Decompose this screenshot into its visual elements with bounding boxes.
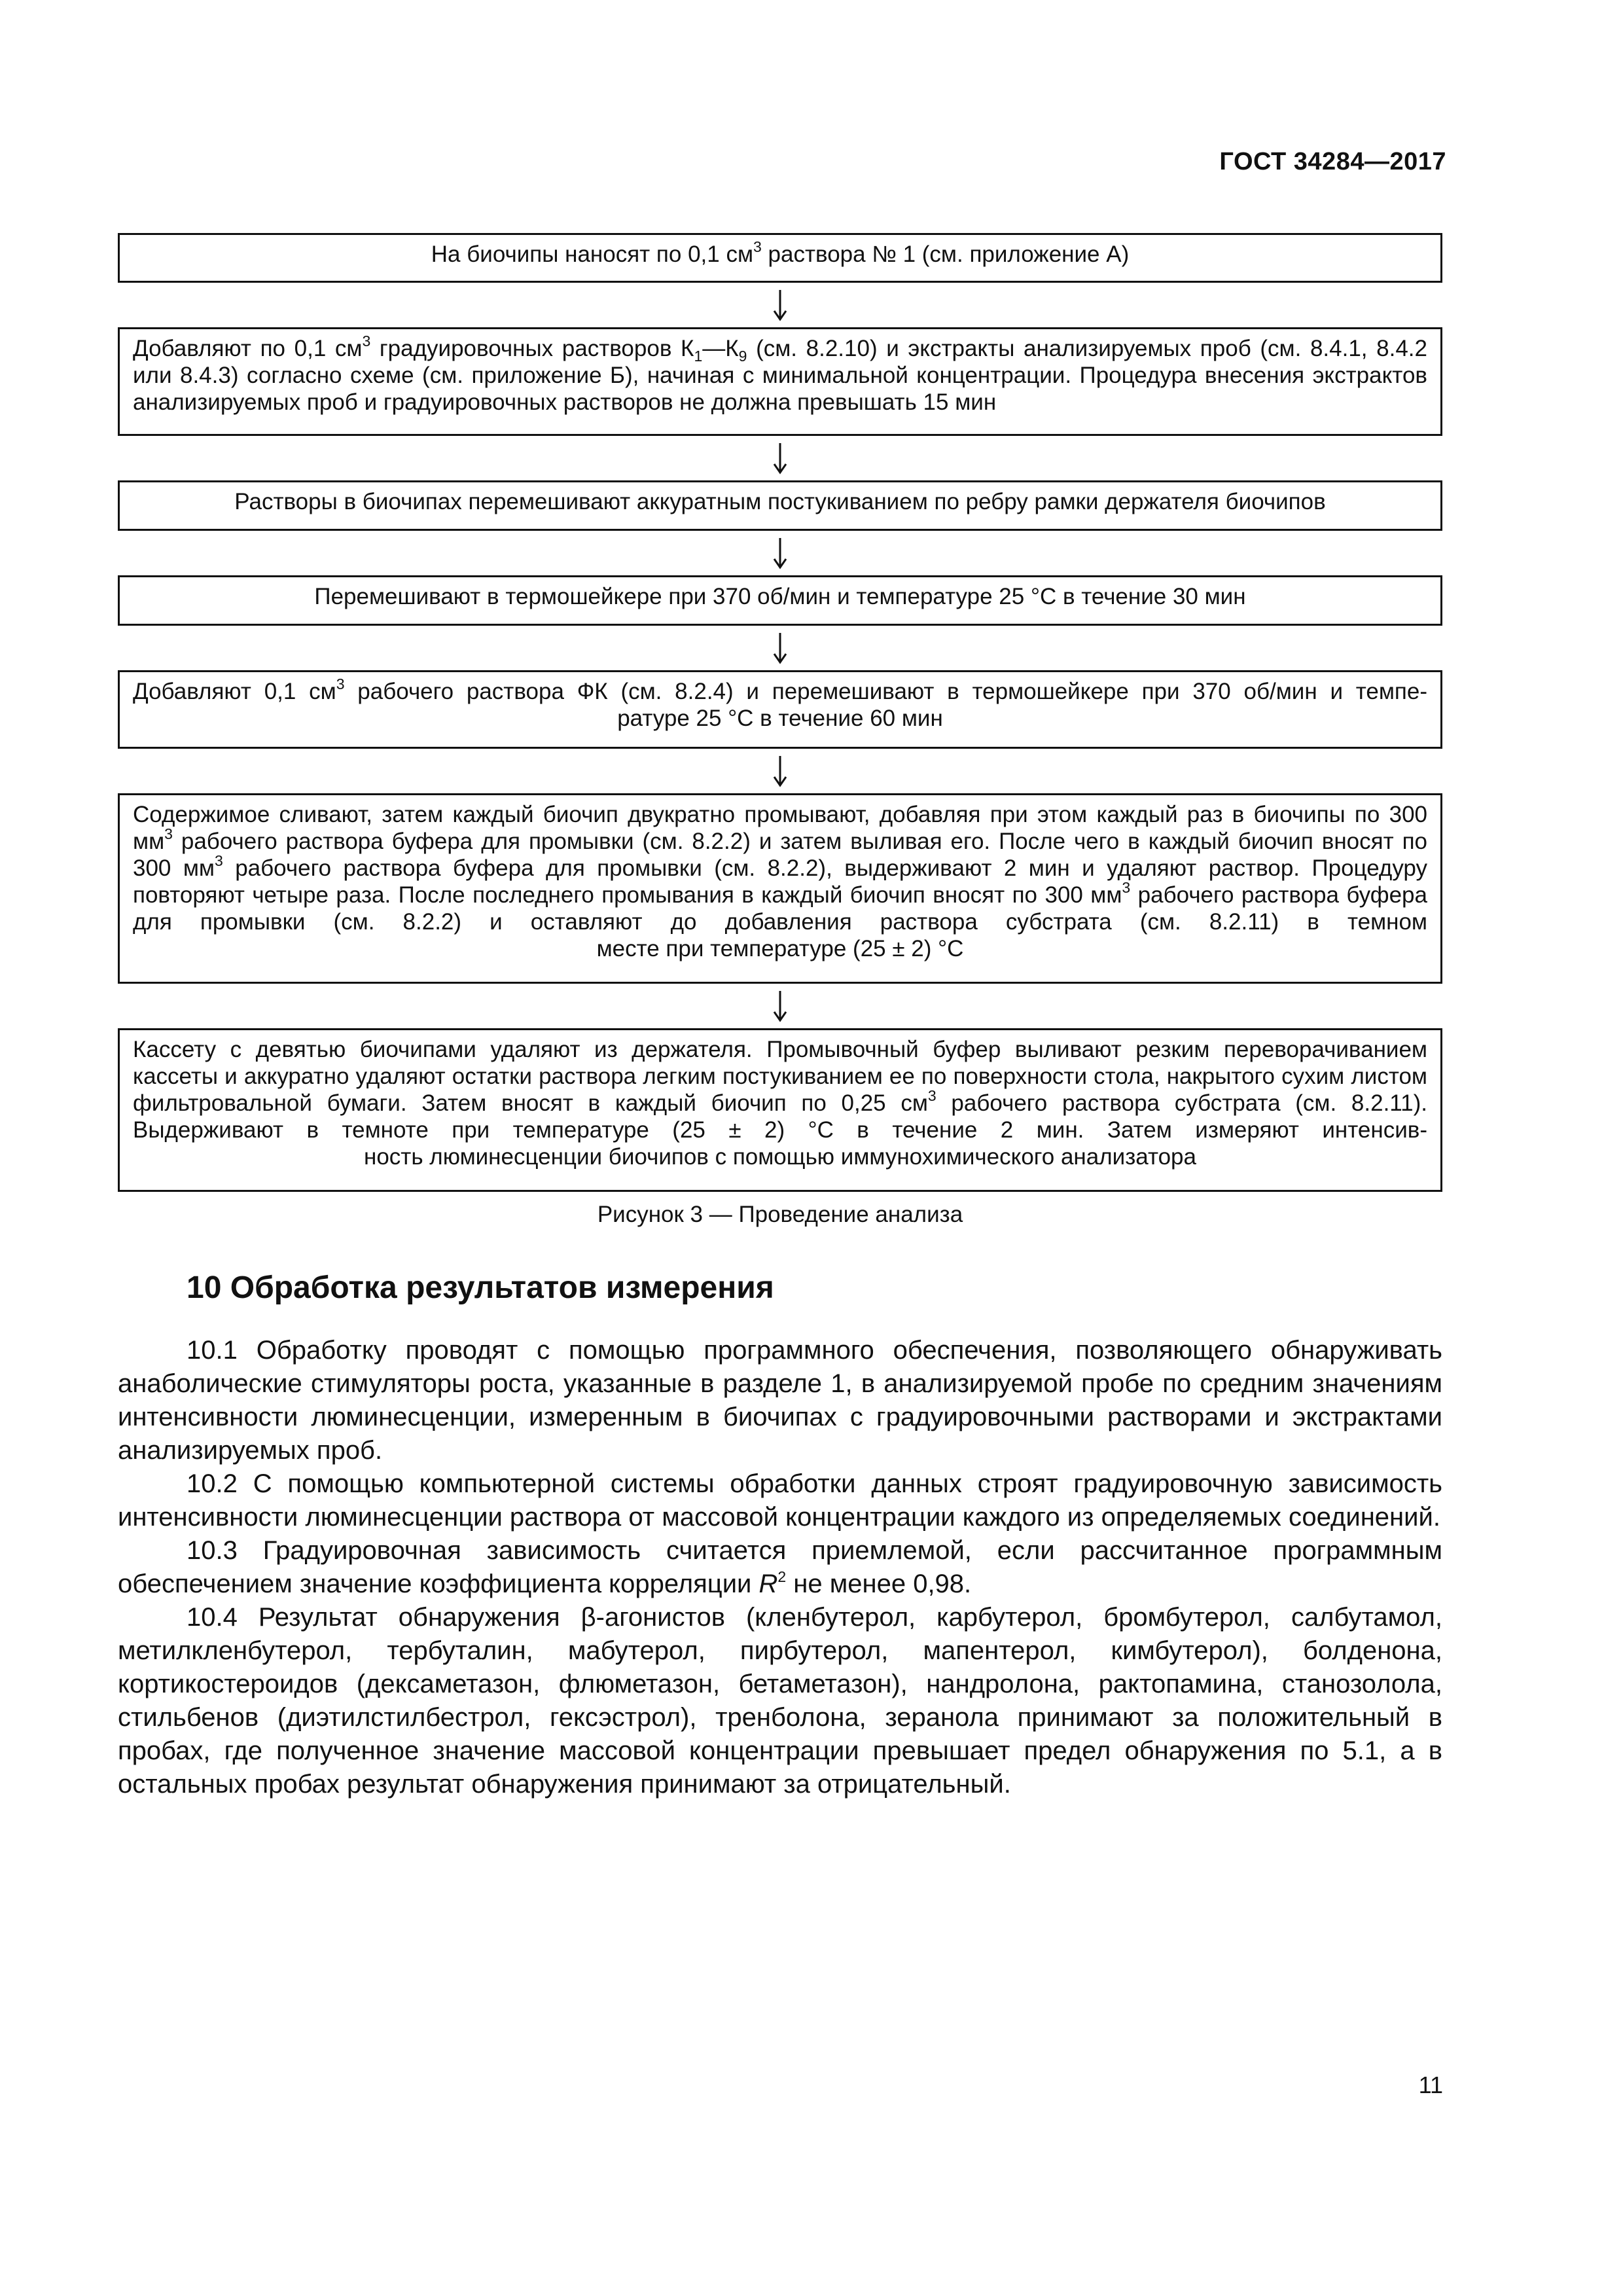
flow-step-3: Растворы в биочипах перемешивают аккуратным постукиванием по ребру рамки держателя биочипов (118, 480, 1442, 531)
flow-step-4: Перемешивают в термошейкере при 370 об/мин и температуре 25 °С в течение 30 мин (118, 575, 1442, 626)
step7-text-a: Кассету с девятью биочипами удаляют из держателя. Промывочный буфер выливают резким переворачиванием кассеты и аккуратно удаляют остатки раствора легким постукиванием ее по поверхности стола, накрытого сухим листом фильтровальной бумаги. Затем вносят в каждый биочип по 0,25 см (133, 1037, 1427, 1116)
paragraph-10-2: 10.2 С помощью компьютерной системы обработки данных строят градуировочную зависимость интенсивности люминесценции раствора от массовой концентрации каждого из определяемых соединений. (118, 1469, 1442, 1532)
flow-arrow-1 (118, 283, 1442, 327)
step6-text-c: рабочего раствора буфера для промывки (см. 8.2.2), выдерживают 2 мин и удаляют раствор. Процедуру повторяют четыре раза. После последнего промывания в каждый биочип вносят по 300 мм (133, 855, 1427, 908)
flow-arrow-3 (118, 531, 1442, 575)
page-number: 11 (1418, 2072, 1443, 2098)
document-header: ГОСТ 34284—2017 (1219, 148, 1446, 175)
step6-sup-2: 3 (214, 852, 223, 870)
flow-step-1 (118, 233, 1442, 283)
step6-body (133, 801, 1427, 935)
step7-sup: 3 (927, 1087, 936, 1105)
step1-text-a: На биочипы наносят по 0,1 см (431, 242, 754, 267)
step2-sub-1: 1 (694, 348, 703, 365)
step5-text-c: ратуре 25 °С в течение 60 мин (617, 706, 943, 731)
flow-step-2 (118, 327, 1442, 436)
step6-sup-3: 3 (1122, 879, 1131, 897)
paragraph-10-1: 10.1 Обработку проводят с помощью программного обеспечения, позволяющего обнаруживать анаболические стимуляторы роста, указанные в разделе 1, в анализируемой пробе по средним значениям интенсивности люминесценции, измеренным в биочипах с градуировочными растворами и экстрактами анализируемых проб. (118, 1336, 1442, 1465)
flow-step-7 (118, 1028, 1442, 1192)
paragraph-10-3 (118, 1534, 1442, 1601)
p3-text-a: 10.3 Градуировочная зависимость считается приемлемой, если рассчитанное программным обеспечением значение коэффициента корреляции (118, 1536, 1442, 1598)
section-title: 10 Обработка результатов измерения (187, 1270, 774, 1305)
step2-text-a: Добавляют по 0,1 см (133, 336, 363, 361)
step7-text-c: ность люминесценции биочипов с помощью иммунохимического анализатора (364, 1144, 1196, 1170)
flow-arrow-6 (118, 984, 1442, 1028)
flow-step-6 (118, 793, 1442, 984)
step2-sup: 3 (362, 332, 371, 350)
step6-text-b: рабочего раствора буфера для промывки (см. 8.2.2) и затем выливая его. После чего в каждый биочип вносят по 300 мм (133, 829, 1427, 881)
figure-caption: Рисунок 3 — Проведение анализа (597, 1202, 963, 1227)
step2-text-d: (см. 8.2.10) и экстракты анализируемых проб (см. 8.4.1, 8.4.2 или 8.4.3) согласно схеме (см. приложение Б), начиная с минимальной концентрации. Процедура внесения экстрактов анализируемых проб и градуировочных растворов не должна превышать 15 мин (133, 336, 1427, 415)
step7-body (133, 1036, 1427, 1143)
step5-line-1 (133, 675, 1427, 705)
paragraph-10-4: 10.4 Результат обнаружения β-агонистов (кленбутерол, карбутерол, бромбутерол, салбутамол, метилкленбутерол, тербуталин, мабутерол, пирбутерол, мапентерол, кимбутерол), болденона, кортикостероидов (дексаметазон, флюметазон, бетаметазон), нандролона, рактопамина, станозолола, стильбенов (диэтилстилбестрол, гексэстрол), тренболона, зеранола принимают за положительный в пробах, где полученное значение массовой концентрации превышает предел обнаружения по 5.1, а в остальных пробах результат обнаружения принимают за отрицательный. (118, 1603, 1442, 1799)
flow-step-5 (118, 670, 1442, 749)
r-symbol: R (758, 1570, 778, 1598)
step7-text-b: рабочего раствора субстрата (см. 8.2.11). Выдерживают в темноте при температуре (25 ± 2) °С в течение 2 мин. Затем измеряют интенсив- (133, 1090, 1428, 1143)
step5-text-a: Добавляют 0,1 см (133, 679, 336, 704)
section-body (118, 1334, 1442, 1801)
step6-sup-1: 3 (164, 825, 173, 843)
p3-sup: 2 (777, 1568, 787, 1585)
step5-sup: 3 (336, 675, 345, 693)
p3-text-b: не менее 0,98. (786, 1570, 972, 1598)
step6-text-e: месте при температуре (25 ± 2) °С (596, 936, 964, 961)
flow-arrow-2 (118, 436, 1442, 480)
step2-text-b: градуировочных растворов К (370, 336, 694, 361)
step5-text-b: рабочего раствора ФК (см. 8.2.4) и перемешивают в термошейкере при 370 об/мин и темпе- (344, 679, 1427, 704)
step1-sup: 3 (753, 238, 762, 256)
step1-text-b: раствора № 1 (см. приложение А) (761, 242, 1130, 267)
step6-text-d: рабочего раствора буфера для промывки (см. 8.2.2) и оставляют до добавления раствора субстрата (см. 8.2.11) в темном (133, 882, 1427, 935)
step6-text-a: Содержимое сливают, затем каждый биочип двукратно промывают, добавляя при этом каждый раз в биочипы по 300 мм (133, 802, 1427, 854)
step2-sub-9: 9 (738, 348, 747, 365)
flow-arrow-5 (118, 749, 1442, 793)
flow-arrow-4 (118, 626, 1442, 670)
step2-text-c: —К (702, 336, 739, 361)
flowchart (118, 233, 1442, 1192)
